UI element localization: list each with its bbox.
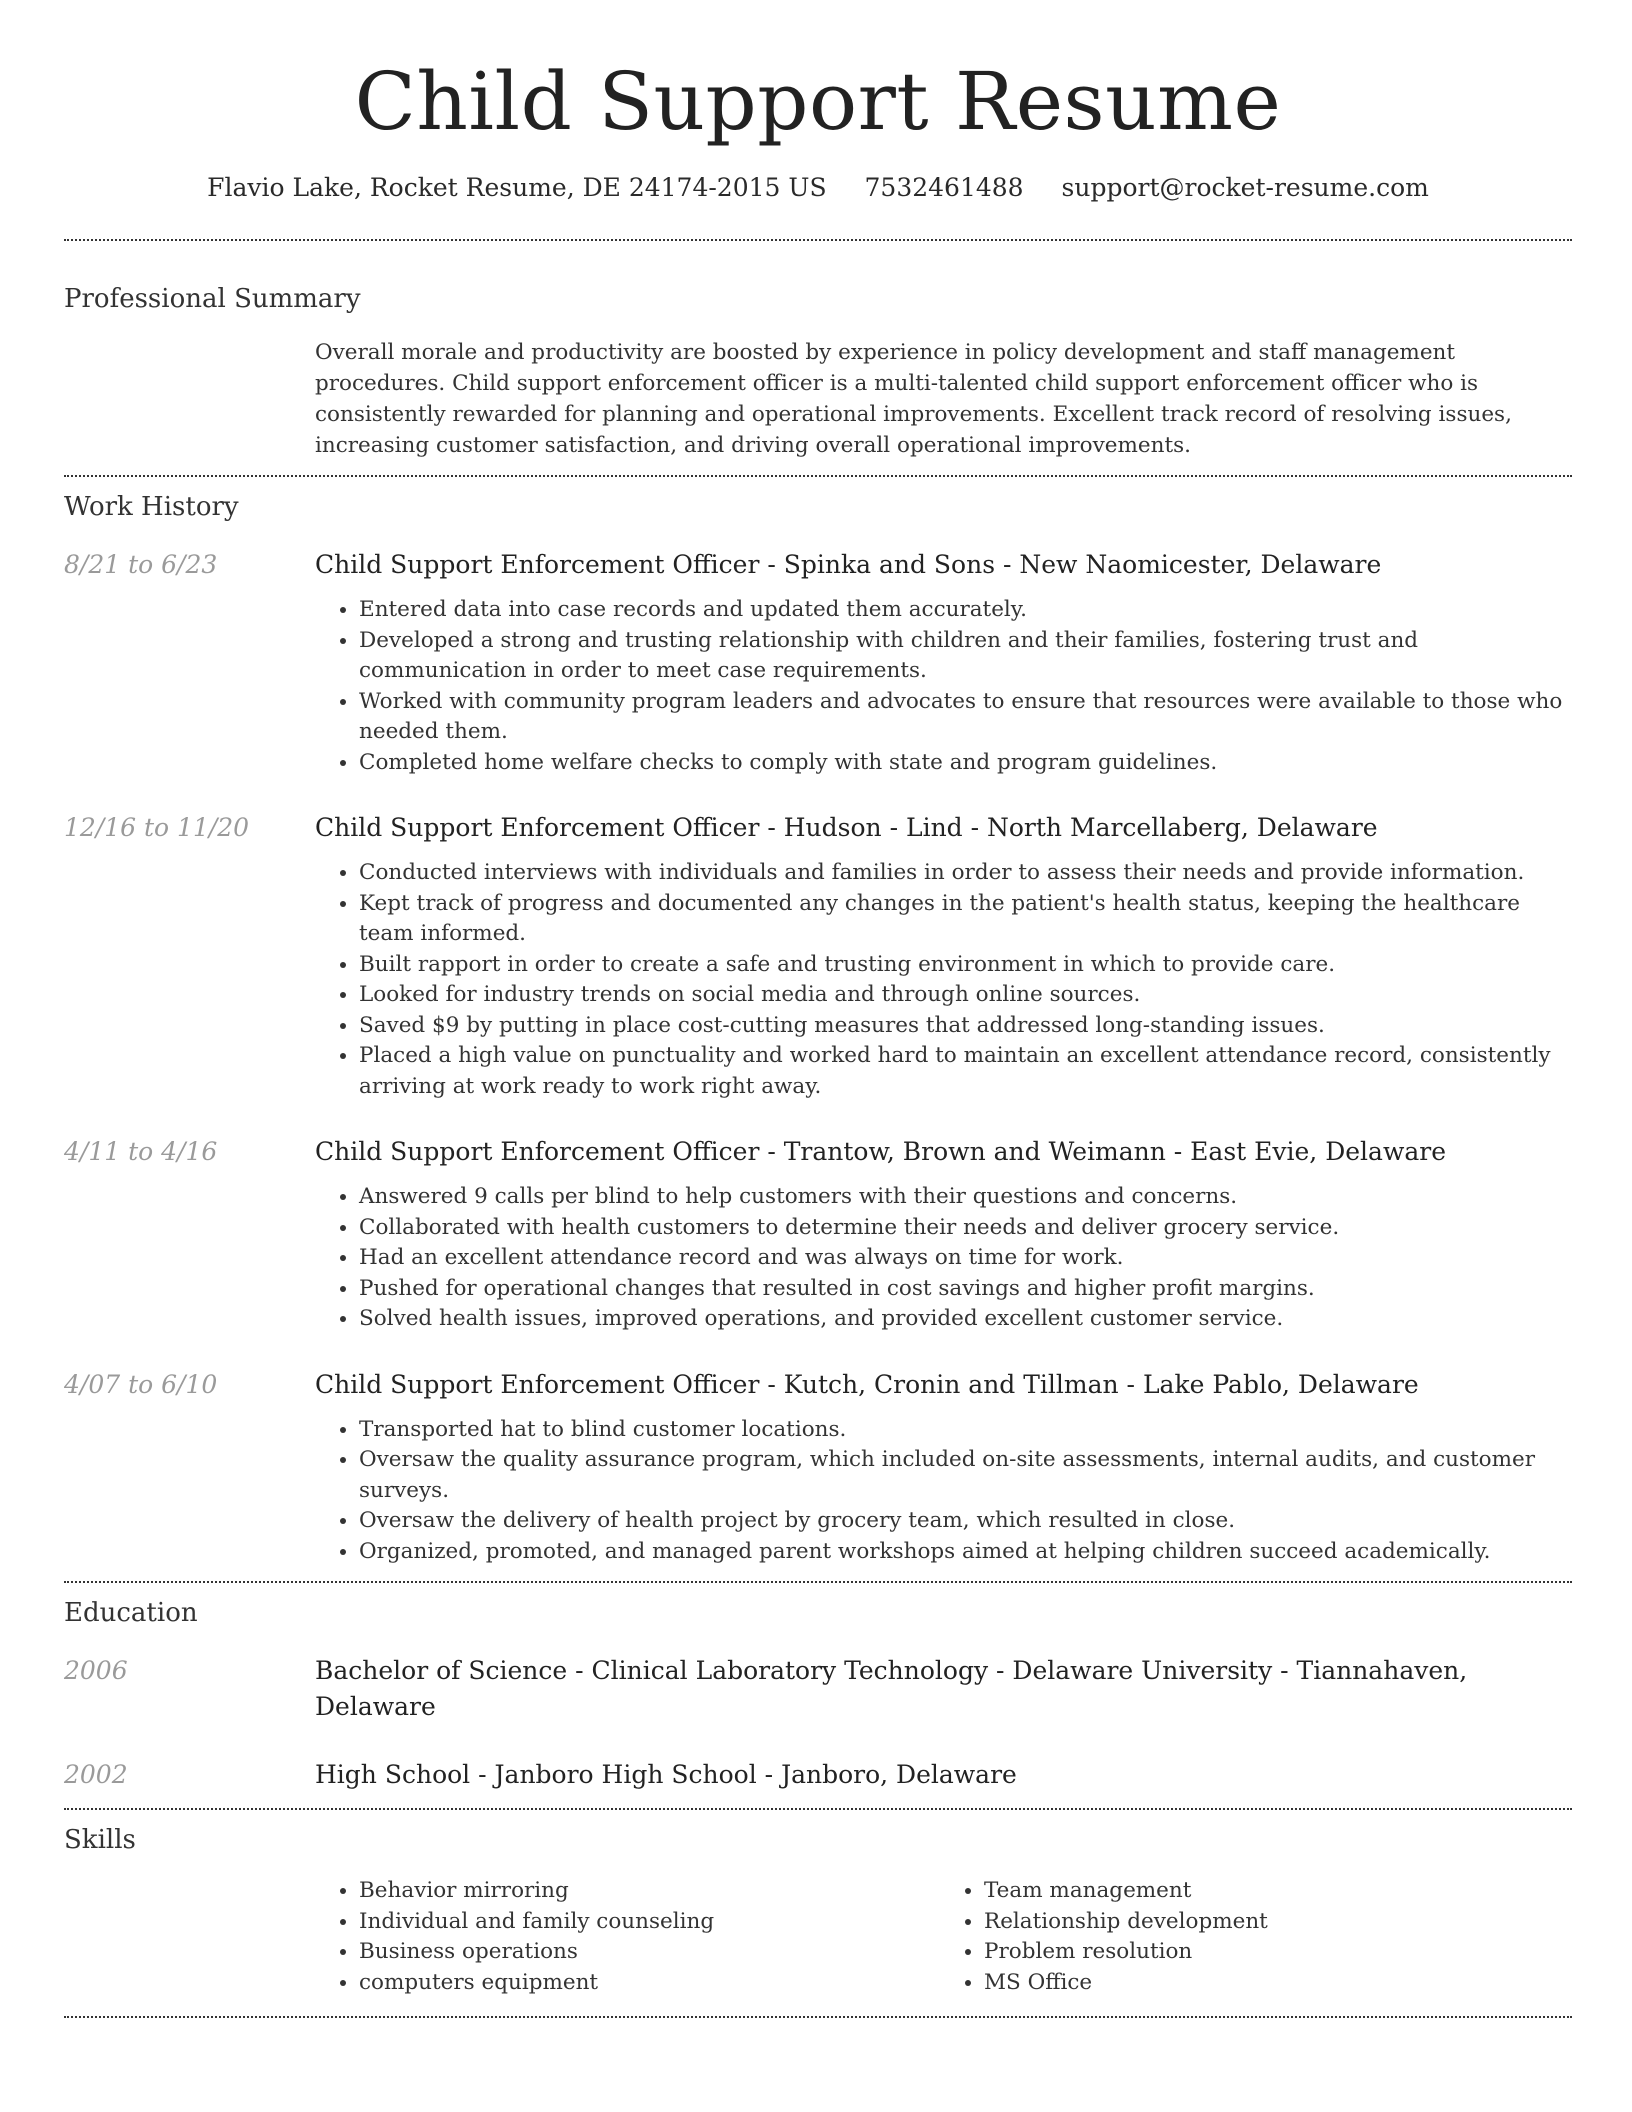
contact-phone: 7532461488	[864, 173, 1024, 202]
bullet-item: • Oversaw the delivery of health project by grocery team, which resulted in close.	[359, 1506, 1565, 1537]
contact-line	[64, 170, 1572, 206]
bullet-item: • Pushed for operational changes that resulted in cost savings and higher profit margins.	[359, 1274, 1565, 1305]
contact-email: support@rocket-resume.com	[1061, 173, 1429, 202]
education-year: 2002	[64, 1760, 128, 1789]
job-entry	[64, 810, 1572, 1102]
bullet-item: • Looked for industry trends on social media and through online sources.	[359, 980, 1565, 1011]
job-dates: 8/21 to 6/23	[64, 550, 218, 579]
divider	[64, 239, 1572, 241]
bullet-item: • Oversaw the quality assurance program, which included on-site assessments, internal audits, and customer surveys.	[359, 1445, 1565, 1506]
bullet-item: • Answered 9 calls per blind to help customers with their questions and concerns.	[359, 1182, 1565, 1213]
skills-list-left	[315, 1876, 940, 1998]
job-bullets	[315, 595, 1565, 778]
job-dates: 4/07 to 6/10	[64, 1369, 218, 1399]
bullet-item: • Entered data into case records and updated them accurately.	[359, 595, 1565, 626]
divider	[64, 475, 1572, 477]
section-title-summary: Professional Summary	[64, 284, 361, 314]
bullet-item: • Conducted interviews with individuals and families in order to assess their needs and provide information.	[359, 858, 1565, 889]
bullet-item: • Transported hat to blind customer locations.	[359, 1415, 1565, 1446]
job-bullets	[315, 1182, 1565, 1335]
summary-row	[64, 337, 1572, 461]
bullet-item: • Had an excellent attendance record and was always on time for work.	[359, 1243, 1565, 1274]
job-entry	[64, 547, 1572, 778]
job-heading: Child Support Enforcement Officer - Hudson - Lind - North Marcellaberg, Delaware	[315, 813, 1378, 842]
education-text: Bachelor of Science - Clinical Laboratory Technology - Delaware University - Tiannahaven, Delaware	[315, 1656, 1468, 1721]
contact-address: Flavio Lake, Rocket Resume, DE 24174-2015 US	[207, 173, 827, 202]
bullet-item: • Kept track of progress and documented any changes in the patient's health status, keeping the healthcare team informed.	[359, 889, 1565, 950]
education-entry	[64, 1757, 1572, 1793]
job-heading: Child Support Enforcement Officer - Kutch, Cronin and Tillman - Lake Pablo, Delaware	[315, 1369, 1419, 1399]
skills-list-right	[940, 1876, 1565, 1998]
skill-item: • Individual and family counseling	[359, 1907, 940, 1938]
job-dates: 12/16 to 11/20	[64, 813, 250, 842]
skills-grid	[315, 1876, 1565, 1998]
bullet-item: • Organized, promoted, and managed parent workshops aimed at helping children succeed academically.	[359, 1537, 1565, 1568]
divider	[64, 1581, 1572, 1583]
education-entry	[64, 1653, 1572, 1725]
skill-item: • Problem resolution	[984, 1937, 1565, 1968]
job-bullets	[315, 1415, 1565, 1568]
summary-text: Overall morale and productivity are boosted by experience in policy development and staff management procedures. Child support enforcement officer is a multi-talented child support enforcement officer who is consistently rewarded for planning and operational improvements. Excellent track record of resolving issues, increasing customer satisfaction, and driving overall operational improvements.	[315, 340, 1512, 458]
bullet-item: • Worked with community program leaders and advocates to ensure that resources were available to those who needed them.	[359, 687, 1565, 748]
bullet-item: • Developed a strong and trusting relationship with children and their families, fostering trust and communication in order to meet case requirements.	[359, 626, 1565, 687]
resume-page	[64, 0, 1572, 2018]
skill-item: • Business operations	[359, 1937, 940, 1968]
bullet-item: • Collaborated with health customers to determine their needs and deliver grocery service.	[359, 1213, 1565, 1244]
job-entry	[64, 1367, 1572, 1568]
education-year: 2006	[64, 1656, 128, 1685]
section-title-education: Education	[64, 1598, 198, 1628]
job-bullets	[315, 858, 1565, 1102]
bullet-item: • Completed home welfare checks to comply with state and program guidelines.	[359, 748, 1565, 779]
section-title-work: Work History	[64, 492, 239, 522]
skills-row	[64, 1876, 1572, 1998]
bullet-item: • Saved $9 by putting in place cost-cutting measures that addressed long-standing issues.	[359, 1011, 1565, 1042]
bullet-item: • Built rapport in order to create a safe and trusting environment in which to provide care.	[359, 950, 1565, 981]
section-title-skills: Skills	[64, 1825, 136, 1855]
skill-item: • Behavior mirroring	[359, 1876, 940, 1907]
skill-item: • Team management	[984, 1876, 1565, 1907]
job-dates: 4/11 to 4/16	[64, 1137, 218, 1166]
bullet-item: • Placed a high value on punctuality and worked hard to maintain an excellent attendance record, consistently arriving at work ready to work right away.	[359, 1041, 1565, 1102]
bullet-item: • Solved health issues, improved operations, and provided excellent customer service.	[359, 1304, 1565, 1335]
skill-item: • MS Office	[984, 1968, 1565, 1999]
divider	[64, 1808, 1572, 1810]
skill-item: • computers equipment	[359, 1968, 940, 1999]
education-text: High School - Janboro High School - Janboro, Delaware	[315, 1760, 1017, 1789]
divider	[64, 2016, 1572, 2018]
skill-item: • Relationship development	[984, 1907, 1565, 1938]
job-entry	[64, 1134, 1572, 1335]
job-heading: Child Support Enforcement Officer - Spinka and Sons - New Naomicester, Delaware	[315, 550, 1382, 579]
job-heading: Child Support Enforcement Officer - Trantow, Brown and Weimann - East Evie, Delaware	[315, 1137, 1446, 1166]
resume-title: Child Support Resume	[354, 55, 1282, 148]
